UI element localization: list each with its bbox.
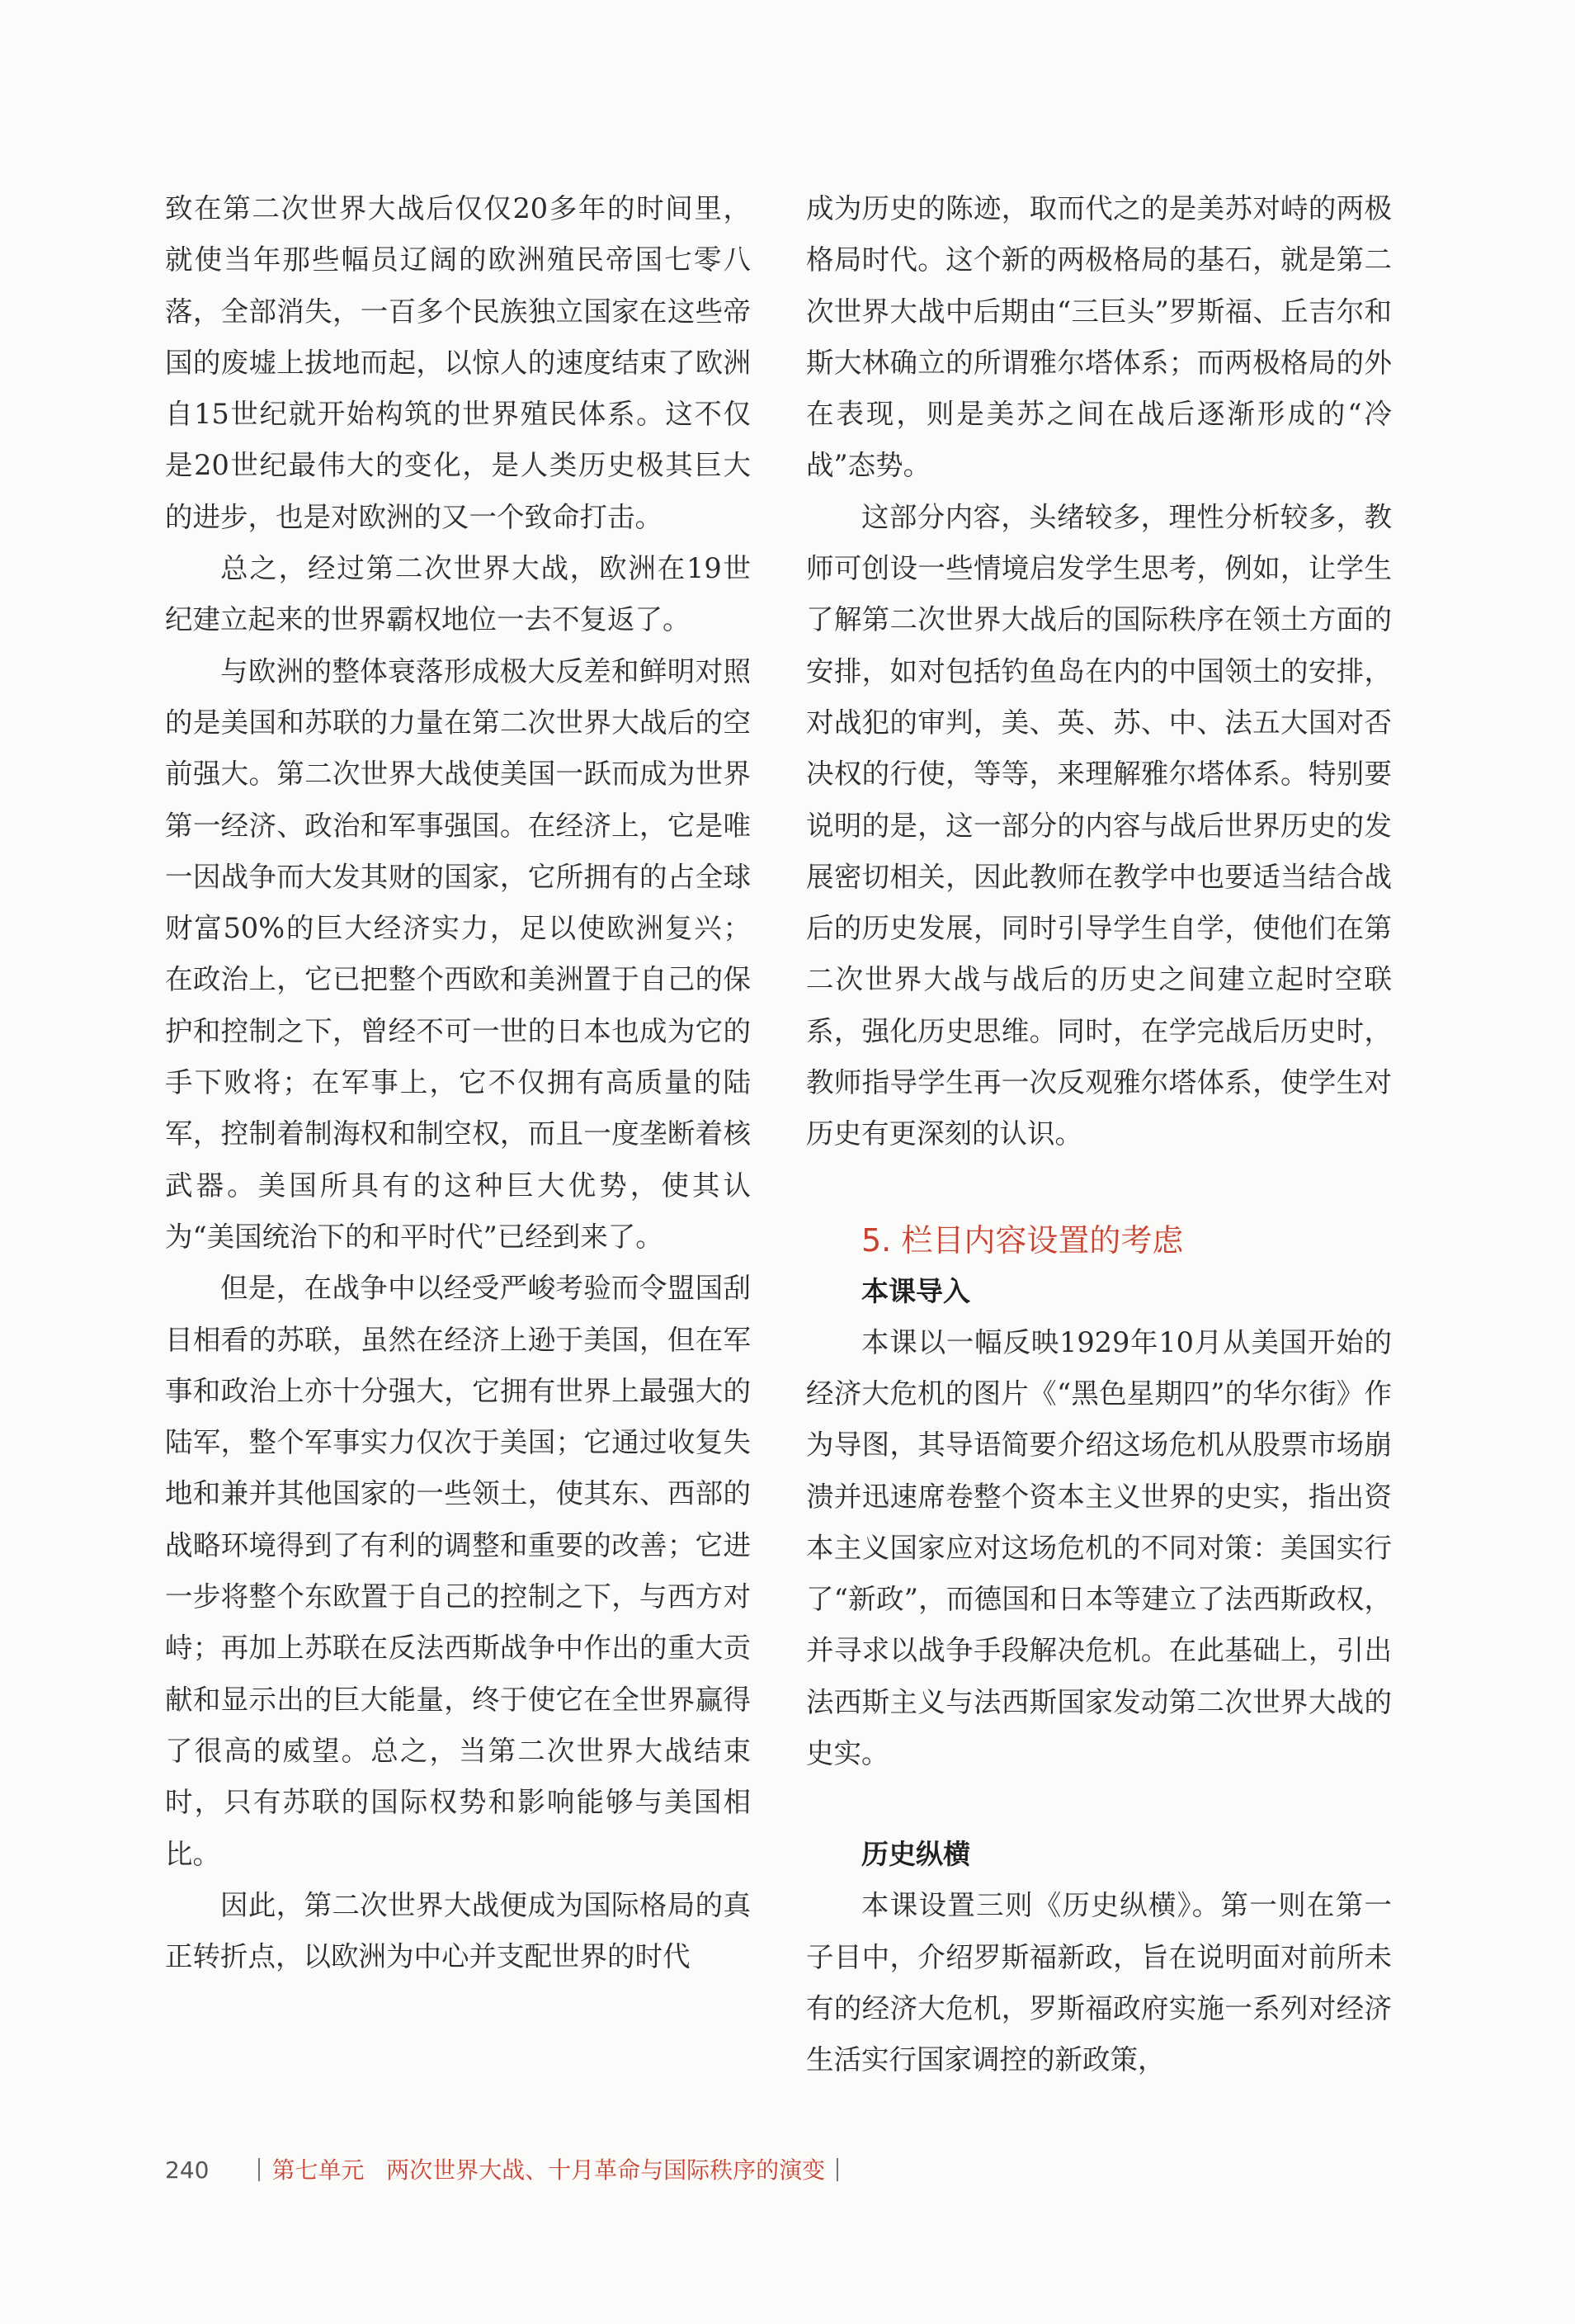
- body-paragraph: 因此，第二次世界大战便成为国际格局的真正转折点，以欧洲为中心并支配世界的时代: [165, 1888, 751, 1973]
- page-footer: [165, 2154, 850, 2187]
- subsection-heading-lesson-intro: 本课导入: [861, 1274, 970, 1307]
- body-paragraph: 总之，经过第二次世界大战，欧洲在19世纪建立起来的世界霸权地位一去不复返了。: [165, 552, 751, 636]
- footer-divider: [837, 2158, 838, 2181]
- body-paragraph: 本课以一幅反映1929年10月从美国开始的经济大危机的图片《“黑色星期四”的华尔街》作为导图，其导语简要介绍这场危机从股票市场崩溃并迅速席卷整个资本主义世界的史实，指出资本主义国家应对这场危机的不同对策：美国实行了“新政”，而德国和日本等建立了法西斯政权，并寻求以战争手段解决危机。在此基础上，引出法西斯主义与法西斯国家发动第二次世界大战的史实。: [806, 1325, 1392, 1770]
- body-paragraph: 与欧洲的整体衰落形成极大反差和鲜明对照的是美国和苏联的力量在第二次世界大战后的空前强大。第二次世界大战使美国一跃而成为世界第一经济、政治和军事强国。在经济上，它是唯一因战争而大发其财的国家，它所拥有的占全球财富50%的巨大经济实力，足以使欧洲复兴；在政治上，它已把整个西欧和美洲置于自己的保护和控制之下，曾经不可一世的日本也成为它的手下败将；在军事上，它不仅拥有高质量的陆军，控制着制海权和制空权，而且一度垄断着核武器。美国所具有的这种巨大优势，使其认为“美国统治下的和平时代”已经到来了。: [165, 654, 751, 1253]
- body-paragraph: 成为历史的陈迹，取而代之的是美苏对峙的两极格局时代。这个新的两极格局的基石，就是第二次世界大战中后期由“三巨头”罗斯福、丘吉尔和斯大林确立的所谓雅尔塔体系；而两极格局的外在表现，则是美苏之间在战后逐渐形成的“冷战”态势。: [806, 192, 1392, 482]
- body-paragraph: 但是，在战争中以经受严峻考验而令盟国刮目相看的苏联，虽然在经济上逊于美国，但在军事和政治上亦十分强大，它拥有世界上最强大的陆军，整个军事实力仅次于美国；它通过收复失地和兼并其他国家的一些领土，使其东、西部的战略环境得到了有利的调整和重要的改善；它进一步将整个东欧置于自己的控制之下，与西方对峙；再加上苏联在反法西斯战争中作出的重大贡献和显示出的巨大能量，终于使它在全世界赢得了很高的威望。总之，当第二次世界大战结束时，只有苏联的国际权势和影响能够与美国相比。: [165, 1272, 751, 1870]
- footer-unit-title: 两次世界大战、十月革命与国际秩序的演变: [386, 2156, 826, 2184]
- page-number: 240: [165, 2156, 210, 2184]
- subsection-heading-history-panorama: 历史纵横: [861, 1838, 970, 1871]
- body-paragraph: 本课设置三则《历史纵横》。第一则在第一子目中，介绍罗斯福新政，旨在说明面对前所未有的经济大危机，罗斯福政府实施一系列对经济生活实行国家调控的新政策，: [806, 1889, 1392, 2076]
- footer-divider: [258, 2158, 260, 2181]
- right-column: [806, 183, 1392, 2086]
- body-paragraph: 致在第二次世界大战后仅仅20多年的时间里，就使当年那些幅员辽阔的欧洲殖民帝国七零八落，全部消失，一百多个民族独立国家在这些帝国的废墟上拔地而起，以惊人的速度结束了欧洲自15世纪就开始构筑的世界殖民体系。这不仅是20世纪最伟大的变化，是人类历史极其巨大的进步，也是对欧洲的又一个致命打击。: [165, 192, 751, 533]
- left-column: [165, 183, 751, 1982]
- footer-unit-label: 第七单元: [271, 2156, 365, 2184]
- body-paragraph: 这部分内容，头绪较多，理性分析较多，教师可创设一些情境启发学生思考，例如，让学生了解第二次世界大战后的国际秩序在领土方面的安排，如对包括钓鱼岛在内的中国领土的安排，对战犯的审判，美、英、苏、中、法五大国对否决权的行使，等等，来理解雅尔塔体系。特别要说明的是，这一部分的内容与战后世界历史的发展密切相关，因此教师在教学中也要适当结合战后的历史发展，同时引导学生自学，使他们在第二次世界大战与战后的历史之间建立起时空联系，强化历史思维。同时，在学完战后历史时，教师指导学生再一次反观雅尔塔体系，使学生对历史有更深刻的认识。: [806, 500, 1392, 1150]
- section-title: 5. 栏目内容设置的考虑: [861, 1221, 1184, 1259]
